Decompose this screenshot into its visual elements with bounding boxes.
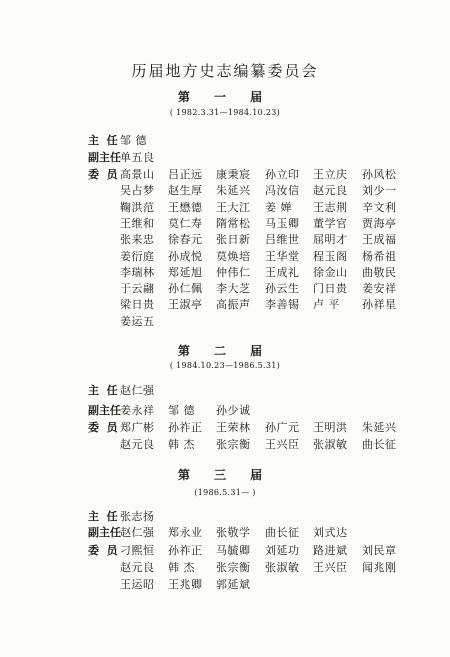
- member-name: 张淑敏: [265, 561, 300, 574]
- term-dates: ( 1984.10.23—1986.5.31): [169, 361, 281, 370]
- member-name: 卢 平: [313, 298, 340, 312]
- member-name: 王懋德: [168, 200, 203, 214]
- member-name: 门日贵: [313, 282, 348, 296]
- member-name: 姜衍庭: [120, 249, 155, 263]
- member-name: 鞠洪范: [120, 200, 155, 214]
- term-dates: ( 1982.3.31—1984.10.23): [169, 108, 281, 117]
- member-name: 仲伟仁: [216, 265, 251, 279]
- member-name: 李善锡: [265, 298, 300, 312]
- member-name: 程玉阁: [313, 249, 348, 263]
- member-name: 闻兆刚: [362, 561, 397, 574]
- member-name: 王运昭: [120, 578, 155, 591]
- role-label: 委 员: [88, 421, 118, 434]
- member-name: 郑延旭: [168, 265, 203, 279]
- member-name: 高振声: [216, 298, 251, 312]
- member-name: 姜永祥: [120, 404, 155, 417]
- term-dates: (1986.5.31— ): [194, 488, 256, 497]
- member-name: 曲敬民: [362, 265, 397, 279]
- member-name: 郑永业: [168, 526, 203, 539]
- member-name: 王荣林: [216, 421, 251, 434]
- member-name: 康秉宸: [216, 168, 251, 181]
- member-name: 孙少诚: [216, 404, 251, 417]
- member-name: 莫焕培: [216, 249, 251, 263]
- member-name: 王淑亭: [168, 298, 203, 312]
- member-name: 刘民章: [362, 544, 397, 557]
- member-name: 冯汝信: [265, 184, 300, 198]
- member-name: 刘少一: [362, 184, 397, 198]
- member-name: 孙风松: [362, 168, 397, 181]
- role-label: 副主任: [88, 151, 121, 164]
- member-name: 王华堂: [265, 249, 300, 263]
- member-name: 孙祚正: [168, 544, 203, 557]
- member-name: 路进斌: [313, 544, 348, 557]
- member-name: 邹 德: [168, 404, 195, 417]
- section-heading: 第 三 届: [177, 468, 273, 482]
- role-label: 委 员: [88, 168, 118, 181]
- member-name: 王成礼: [265, 265, 300, 279]
- member-name: 孙成悦: [168, 249, 203, 263]
- role-label: 副主任: [88, 526, 121, 539]
- member-name: 曲长征: [265, 526, 300, 539]
- member-name: 李瑞林: [120, 265, 155, 279]
- member-name: 莫仁寿: [168, 216, 203, 230]
- section-heading: 第 二 届: [177, 344, 273, 358]
- member-name: 贾海亭: [362, 216, 397, 230]
- member-name: 辛文利: [362, 200, 397, 214]
- member-name: 单五良: [120, 151, 155, 164]
- member-name: 马毓卿: [216, 544, 251, 557]
- member-name: 孙云生: [265, 282, 300, 296]
- member-name: 张来忠: [120, 233, 155, 247]
- member-name: 董学官: [313, 216, 348, 230]
- member-name: 韩 杰: [168, 437, 195, 451]
- member-name: 孙广元: [265, 421, 300, 434]
- member-name: 张志扬: [120, 510, 155, 523]
- member-name: 张宗衡: [216, 561, 251, 574]
- member-name: 孙立印: [265, 168, 300, 181]
- member-name: 郭延斌: [216, 578, 251, 591]
- member-name: 杨希祖: [362, 249, 397, 263]
- member-name: 赵元良: [313, 184, 348, 198]
- role-label: 主 任: [88, 510, 118, 523]
- page-title: 历届地方史志编纂委员会: [131, 62, 319, 80]
- role-label: 委 员: [88, 544, 118, 557]
- member-name: 吕正远: [168, 168, 203, 181]
- member-name: 王兴臣: [313, 561, 348, 574]
- member-name: 孙仁佩: [168, 282, 203, 296]
- member-name: 赵仁强: [120, 526, 155, 539]
- member-name: 姜 婵: [265, 200, 292, 214]
- member-name: 邹 德: [120, 134, 147, 147]
- member-name: 张敬学: [216, 526, 251, 539]
- member-name: 王成福: [362, 233, 397, 247]
- member-name: 王大江: [216, 200, 251, 214]
- member-name: 徐春元: [168, 233, 203, 247]
- member-name: 吕维世: [265, 233, 300, 247]
- member-name: 孙祥星: [362, 298, 397, 312]
- member-name: 张宗衡: [216, 437, 251, 451]
- member-name: 赵元良: [120, 561, 155, 574]
- member-name: 赵仁强: [120, 384, 155, 397]
- member-name: 高景山: [120, 168, 155, 181]
- member-name: 隋常松: [216, 216, 251, 230]
- member-name: 王维和: [120, 216, 155, 230]
- member-name: 韩 杰: [168, 561, 195, 574]
- member-name: 朱延兴: [216, 184, 251, 198]
- member-name: 姜运五: [120, 314, 155, 328]
- member-name: 王兆卿: [168, 578, 203, 591]
- member-name: 曲长征: [362, 437, 397, 451]
- section-heading: 第 一 届: [177, 90, 273, 104]
- member-name: 屈明才: [313, 233, 348, 247]
- member-name: 王兴臣: [265, 437, 300, 451]
- member-name: 郑广彬: [120, 421, 155, 434]
- member-name: 赵元良: [120, 437, 155, 451]
- member-name: 王志荆: [313, 200, 348, 214]
- member-name: 王明洪: [313, 421, 348, 434]
- member-name: 朱延兴: [362, 421, 397, 434]
- member-name: 孙祚正: [168, 421, 203, 434]
- role-label: 副主任: [88, 404, 121, 417]
- member-name: 赵生厚: [168, 184, 203, 198]
- member-name: 刘式达: [313, 526, 348, 539]
- member-name: 刘延功: [265, 544, 300, 557]
- member-name: 于云翮: [120, 282, 155, 296]
- member-name: 徐金山: [313, 265, 348, 279]
- member-name: 张日新: [216, 233, 251, 247]
- member-name: 刁熙恒: [120, 544, 155, 557]
- member-name: 李大芝: [216, 282, 251, 296]
- role-label: 主 任: [88, 384, 118, 397]
- member-name: 王立庆: [313, 168, 348, 181]
- member-name: 张淑敏: [313, 437, 348, 451]
- member-name: 吴占梦: [120, 184, 155, 198]
- role-label: 主 任: [88, 134, 118, 147]
- member-name: 梁日贵: [120, 298, 155, 312]
- member-name: 马玉卿: [265, 216, 300, 230]
- member-name: 姜安祥: [362, 282, 397, 296]
